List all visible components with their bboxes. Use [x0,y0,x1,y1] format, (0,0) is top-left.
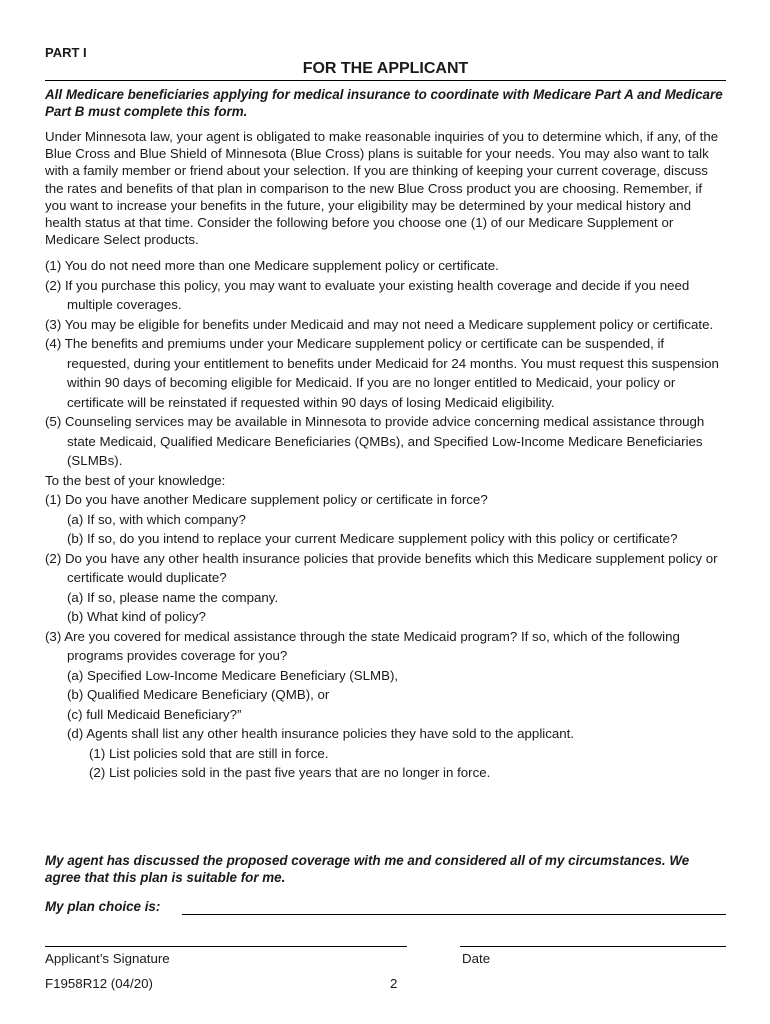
question-3d2: (2) List policies sold in the past five years that are no longer in force. [89,765,491,780]
question-3: (3) Are you covered for medical assistance through the state Medicaid program? If so, which of the following programs provides coverage for you? [45,628,680,663]
consideration-item: (3) You may be eligible for benefits under Medicaid and may not need a Medicare supplement policy or certificate. [45,316,714,332]
date-label: Date [462,951,491,966]
consideration-item: (4) The benefits and premiums under your Medicare supplement policy or certificate can be suspended, if requested, during your entitlement to benefits under Medicaid for 24 months. You must request this suspension within 90 days of becoming eligible for Medicaid. If you are no longer entitled to Medicaid, your policy or certificate will be reinstated if requested within 90 days of losing Medicaid eligibility. [45,336,719,410]
form-number: F1958R12 (04/20) [45,976,153,991]
question-3d1: (1) List policies sold that are still in force. [89,745,329,761]
plan-choice-label: My plan choice is: [45,899,161,914]
intro-instruction: All Medicare beneficiaries applying for medical insurance to coordinate with Medicare Part A and Medicare Part B must complete this form. [45,87,723,119]
signature-field[interactable] [45,946,407,947]
question-3c: (c) full Medicaid Beneficiary?” [67,706,242,722]
question-2a: (a) If so, please name the company. [67,589,279,605]
signature-label: Applicant’s Signature [45,951,170,966]
part-label: PART I [45,45,87,60]
considerations-list [45,256,726,783]
question-1a: (a) If so, with which company? [67,511,246,527]
question-3b: (b) Qualified Medicare Beneficiary (QMB), or [67,687,330,702]
question-3a: (a) Specified Low-Income Medicare Beneficiary (SLMB), [67,667,399,683]
consideration-item: (5) Counseling services may be available in Minnesota to provide advice concerning medical assistance through state Medicaid, Qualified Medicare Beneficiaries (QMBs), and Specified Low-Income Medicare Beneficiaries (SLMBs). [45,414,705,468]
question-2b: (b) What kind of policy? [67,609,206,624]
question-3d: (d) Agents shall list any other health insurance policies they have sold to the applicant. [67,726,575,741]
consideration-item: (1) You do not need more than one Medicare supplement policy or certificate. [45,258,499,273]
consideration-item: (2) If you purchase this policy, you may want to evaluate your existing health coverage and decide if you need multiple coverages. [45,277,690,312]
page-title: FOR THE APPLICANT [302,60,469,77]
question-1b: (b) If so, do you intend to replace your current Medicare supplement policy with this policy or certificate? [67,531,678,546]
question-2: (2) Do you have any other health insurance policies that provide benefits which this Medicare supplement policy or certificate would duplicate? [45,550,718,585]
title-divider [45,80,726,81]
page-number: 2 [390,976,398,991]
agreement-statement: My agent has discussed the proposed coverage with me and considered all of my circumstances. We agree that this plan is suitable for me. [45,853,690,885]
intro-paragraph: Under Minnesota law, your agent is obligated to make reasonable inquiries of you to determine which, if any, of the Blue Cross and Blue Shield of Minnesota (Blue Cross) plans is suitable for your needs. You may also want to talk with a family member or friend about your selection. If you are thinking of keeping your current coverage, discuss the rates and benefits of that plan in comparison to the new Blue Cross product you are choosing. Remember, if you want to increase your benefits in the future, your eligibility may be determined by your medical history and health status at that time. Consider the following before you choose one (1) of our Medicare Supplement or Medicare Select products. [45,129,719,248]
knowledge-intro: To the best of your knowledge: [45,472,226,488]
plan-choice-field[interactable] [182,914,726,915]
date-field[interactable] [460,946,726,947]
question-1: (1) Do you have another Medicare supplement policy or certificate in force? [45,492,488,507]
